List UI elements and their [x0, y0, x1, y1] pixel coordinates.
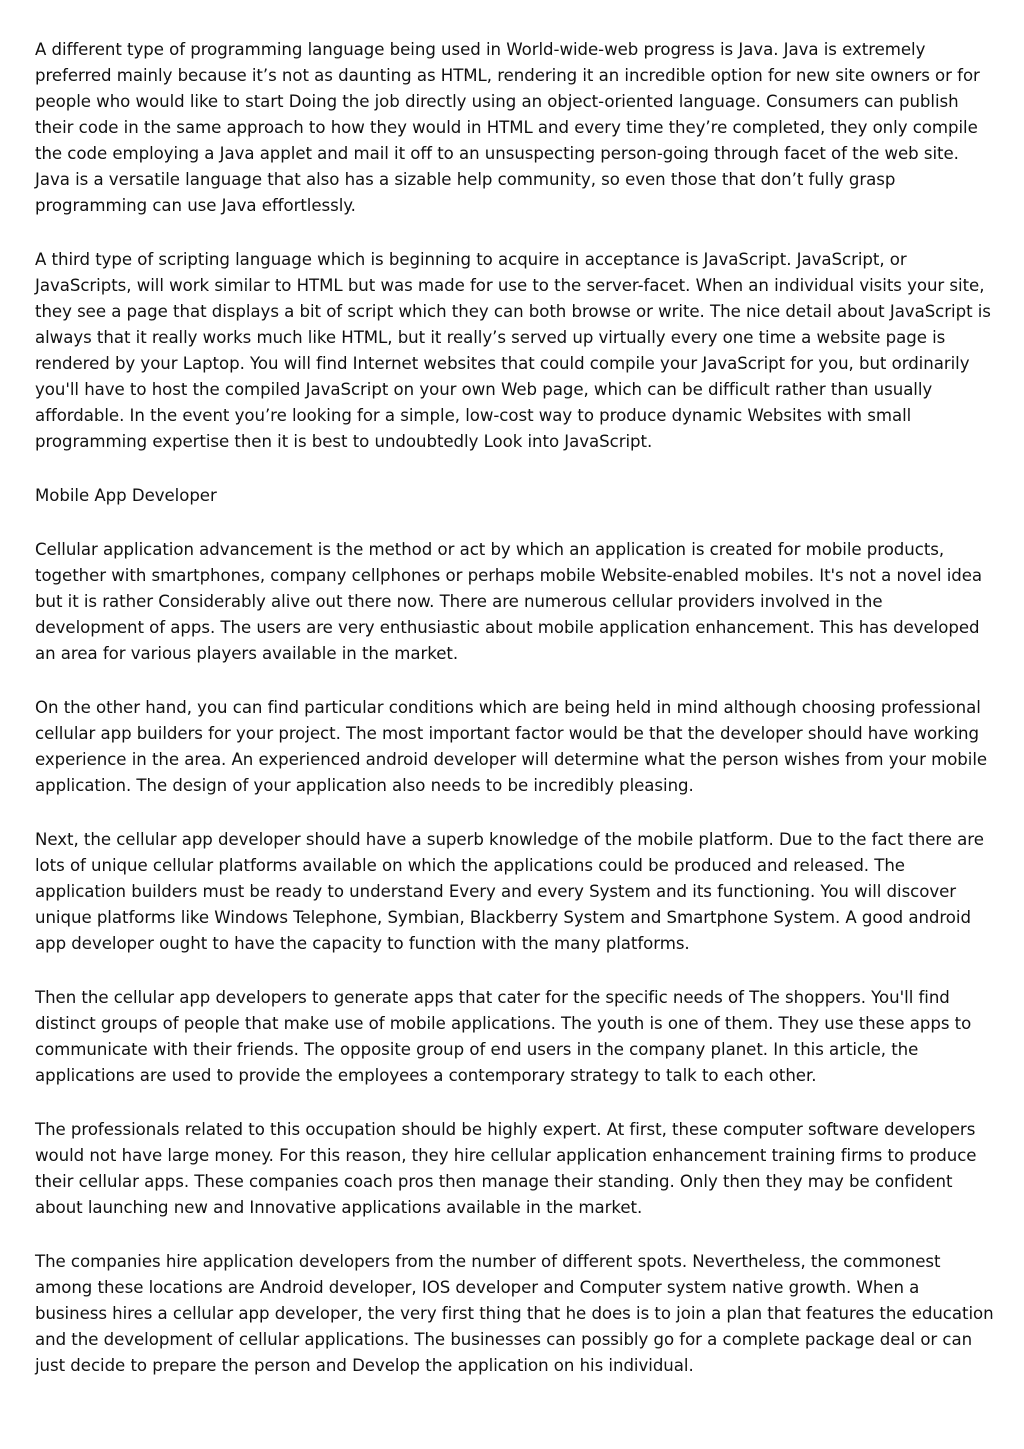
- document-body: [35, 37, 995, 1407]
- paragraph-customer-needs: Then the cellular app developers to generate apps that cater for the specific needs of The shoppers. You'll find distinct groups of people that make use of mobile applications. The youth is one of them. They use these apps to communicate with their friends. The opposite group of end users in the company planet. In this article, the applications are used to provide the employees a contemporary strategy to talk to each other.: [35, 988, 972, 1085]
- paragraph-choosing-builders: On the other hand, you can find particular conditions which are being held in mind although choosing professional cellular app builders for your project. The most important factor would be that the developer should have working experience in the area. An experienced android developer will determine what the person wishes from your mobile application. The design of your application also needs to be incredibly pleasing.: [35, 698, 988, 795]
- paragraph-professionals: The professionals related to this occupation should be highly expert. At first, these computer software developers would not have large money. For this reason, they hire cellular application enhancement training firms to produce their cellular apps. These companies coach pros then manage their standing. Only then they may be confident about launching new and Innovative applications available in the market.: [35, 1120, 977, 1217]
- paragraph-java: A different type of programming language being used in World-wide-web progress is Java. Java is extremely preferred mainly because it’s not as daunting as HTML, rendering it an incredible option for new site owners or for people who would like to start Doing the job directly using an object-oriented language. Consumers can publish their code in the same approach to how they would in HTML and every time they’re completed, they only compile the code employing a Java applet and mail it off to an unsuspecting person-going through facet of the web site. Java is a versatile language that also has a sizable help community, so even those that don’t fully grasp programming can use Java effortlessly.: [35, 40, 980, 215]
- paragraph-platform-knowledge: Next, the cellular app developer should have a superb knowledge of the mobile platform. Due to the fact there are lots of unique cellular platforms available on which the applications could be produced and released. The application builders must be ready to understand Every and every System and its functioning. You will discover unique platforms like Windows Telephone, Symbian, Blackberry System and Smartphone System. A good android app developer ought to have the capacity to function with the many platforms.: [35, 830, 984, 953]
- section-heading-mobile-app-developer: Mobile App Developer: [35, 486, 217, 505]
- paragraph-hiring: The companies hire application developers from the number of different spots. Nevertheless, the commonest among these locations are Android developer, IOS developer and Computer system native growth. When a business hires a cellular app developer, the very first thing that he does is to join a plan that features the education and the development of cellular applications. The businesses can possibly go for a complete package deal or can just decide to prepare the person and Develop the application on his individual.: [35, 1252, 994, 1375]
- paragraph-cellular-advancement: Cellular application advancement is the method or act by which an application is created for mobile products, together with smartphones, company cellphones or perhaps mobile Website-enabled mobiles. It's not a novel idea but it is rather Considerably alive out there now. There are numerous cellular providers involved in the development of apps. The users are very enthusiastic about mobile application enhancement. This has developed an area for various players available in the market.: [35, 540, 983, 663]
- paragraph-javascript: A third type of scripting language which is beginning to acquire in acceptance is JavaScript. JavaScript, or JavaScripts, will work similar to HTML but was made for use to the server-facet. When an individual visits your site, they see a page that displays a bit of script which they can both browse or write. The nice detail about JavaScript is always that it really works much like HTML, but it really’s served up virtually every one time a website page is rendered by your Laptop. You will find Internet websites that could compile your JavaScript for you, but ordinarily you'll have to host the compiled JavaScript on your own Web page, which can be difficult rather than usually affordable. In the event you’re looking for a simple, low-cost way to produce dynamic Websites with small programming expertise then it is best to undoubtedly Look into JavaScript.: [35, 250, 991, 451]
